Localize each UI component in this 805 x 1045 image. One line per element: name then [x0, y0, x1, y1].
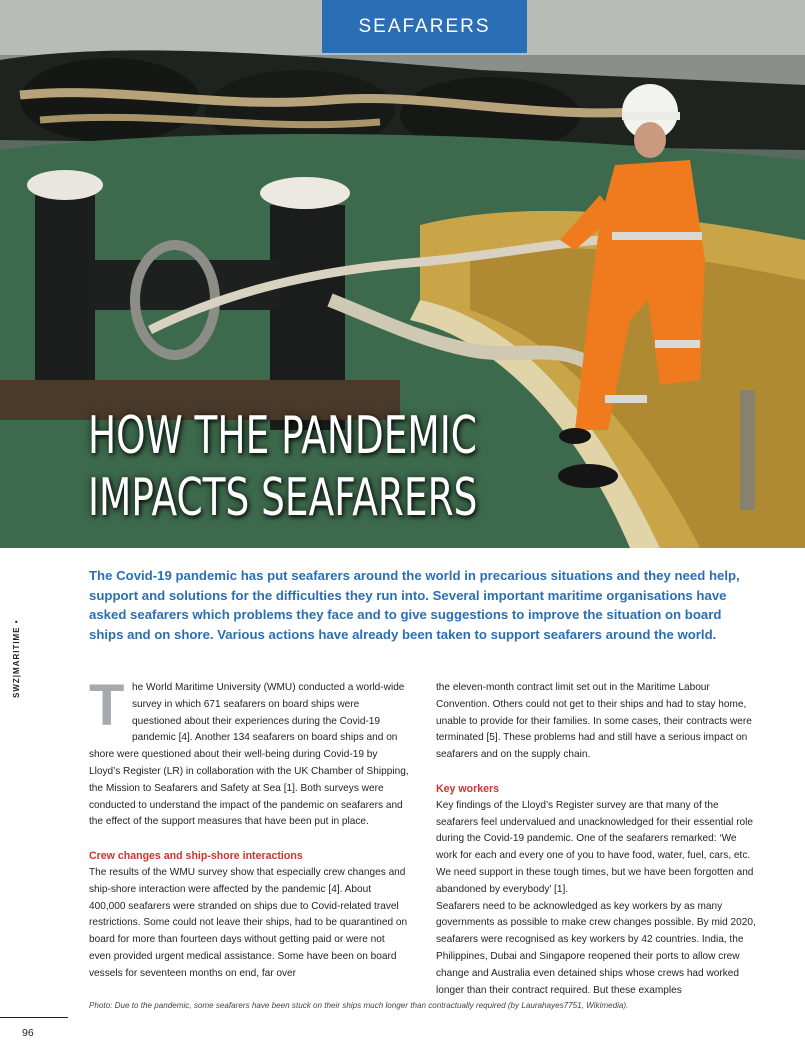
- photo-caption: Photo: Due to the pandemic, some seafarers have been stuck on their ships much longer than contractually required (by Laurahayes7751, Wikimedia).: [89, 1001, 629, 1010]
- article-title: [88, 405, 768, 529]
- footer-rule: [0, 1017, 68, 1018]
- subheading-key-workers: Key workers: [436, 782, 500, 795]
- crew-changes-paragraph: The results of the WMU survey show that especially crew changes and ship-shore interaction were affected by the pandemic [4]. About 400,000 seafarers were stranded on ships due to Covid-related travel restrictions. Some could not leave their ships, had to be quarantined on board for more than fourteen days without getting paid or were not even provided urgent medical assistance. Some have been on board vessels for seventeen months on end, far over: [89, 866, 408, 979]
- subheading-crew-changes: Crew changes and ship-shore interactions: [89, 850, 303, 863]
- key-workers-paragraph-2: Seafarers need to be acknowledged as key workers by as many governments as possible to make crew changes possible. By mid 2020, seafarers were recognised as key workers by 42 countries. India, the Philippines, Dubai and Singapore reopened their ports to allow crew change and Australia even detained ships whose crews had worked longer than their contract required. But these examples: [436, 900, 756, 996]
- left-column: [89, 673, 409, 983]
- title-line-1: HOW THE PANDEMIC: [88, 406, 477, 466]
- section-label: SEAFARERS: [322, 0, 527, 53]
- publication-side-label: SWZ|MARITIME •: [12, 619, 21, 698]
- page-number: 96: [22, 1027, 34, 1039]
- key-workers-paragraph-1: Key findings of the Lloyd’s Register survey are that many of the seafarers feel undervalued and unacknowledged for their essential role during the Covid-19 pandemic. One of the seafarers remarked: ‘We work for each and every one of you to have food, water, fuel, cars, etc. We need support in these tough times, but we have been forgotten and abandoned by everybody’ [1].: [436, 799, 754, 895]
- drop-cap: T: [89, 673, 125, 738]
- lead-paragraph: The Covid-19 pandemic has put seafarers around the world in precarious situations and they need help, support and solutions for the difficulties they run into. Several important maritime organisations have asked seafarers which problems they face and to give suggestions to improve the situation on board ships and on shore. Various actions have already been taken to support seafarers around the world.: [89, 568, 740, 642]
- intro-paragraph: he World Maritime University (WMU) conducted a world-wide survey in which 671 seafarers on board ships were questioned about their experiences during the Covid-19 pandemic [4]. Another 134 seafarers on board ships and on shore were questioned about their well-being during Covid-19 by Lloyd’s Register (LR) in collaboration with the UK Chamber of Shipping, the Mission to Seafarers and Safety at Sea [1]. Both surveys were conducted to understand the impact of the pandemic on seafarers and the effect of the support measures that have been put in place.: [89, 682, 409, 828]
- right-column: [436, 680, 758, 999]
- continuation-paragraph: the eleven-month contract limit set out in the Maritime Labour Convention. Others could not get to their ships and had to stay home, unable to provide for their families. In some cases, their contracts were terminated [5]. These problems had and still have a serious impact on seafarers and on the supply chain.: [436, 682, 752, 761]
- title-line-2: IMPACTS SEAFARERS: [88, 468, 478, 528]
